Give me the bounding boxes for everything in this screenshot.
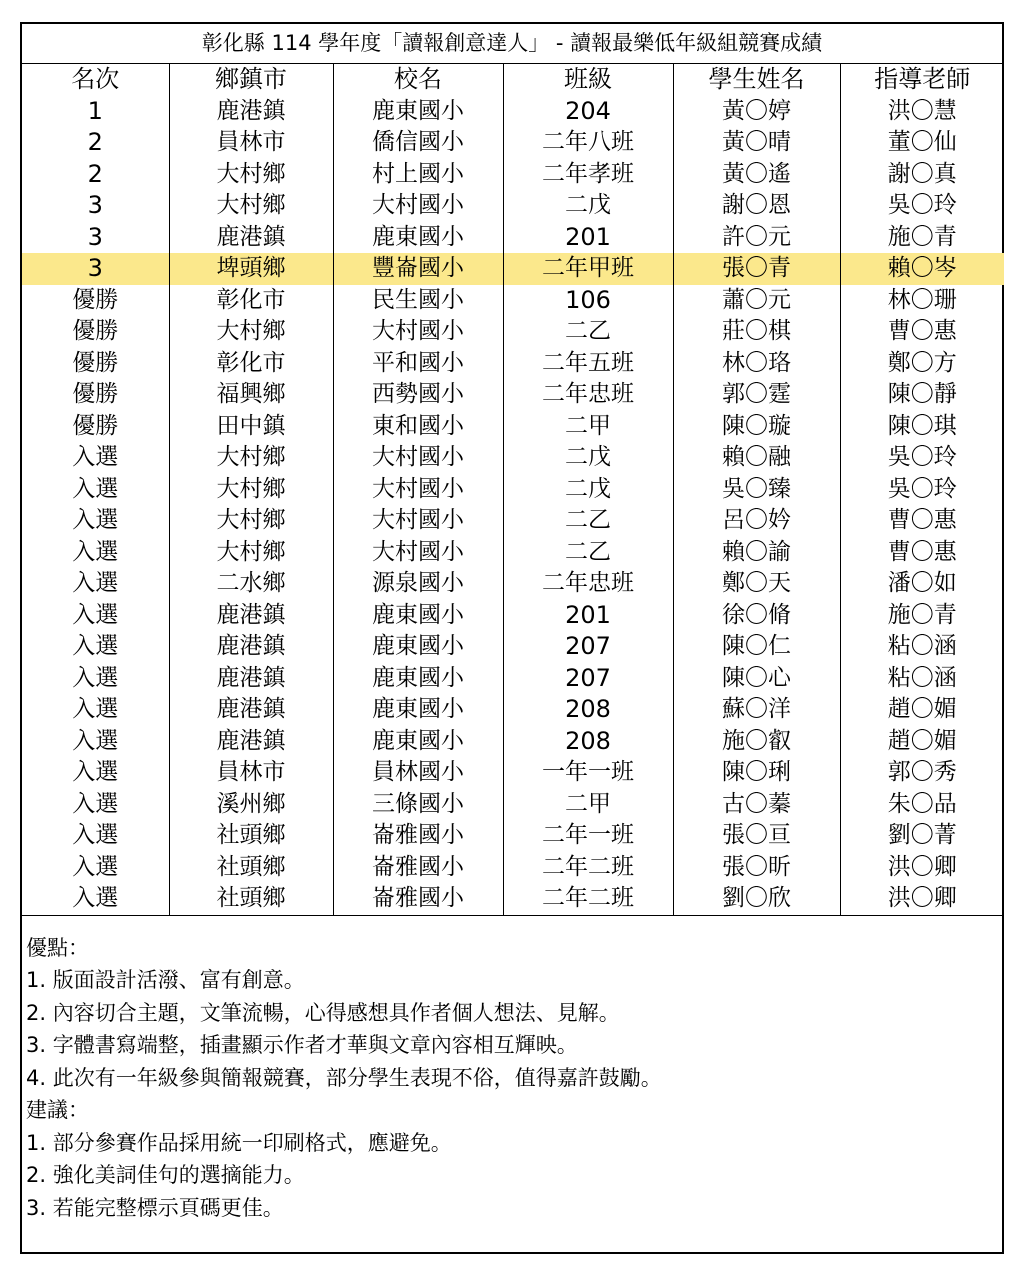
column-header-school: 校名 (333, 64, 503, 96)
cell-student-name: 張〇昕 (673, 852, 840, 884)
cell-school: 大村國小 (333, 316, 503, 348)
cell-teacher: 施〇青 (887, 223, 957, 250)
cell-teacher: 賴〇岑 (840, 253, 1004, 285)
cell-teacher: 洪〇卿 (887, 885, 957, 912)
cell-rank: 入選 (22, 474, 169, 506)
table-row (22, 600, 1004, 632)
cell-rank: 入選 (22, 726, 169, 758)
cell-class: 207 (503, 663, 673, 695)
note-line: 2. 內容切合主題，文筆流暢，心得感想具作者個人想法、見解。 (26, 1000, 620, 1025)
cell-student-name: 黃〇遙 (673, 159, 840, 191)
cell-township: 鹿港鎮 (169, 694, 333, 726)
cell-township: 彰化市 (169, 348, 333, 380)
cell-rank: 優勝 (22, 316, 169, 348)
cell-teacher: 趙〇媚 (887, 696, 957, 723)
cell-class: 204 (503, 96, 673, 128)
table-row (22, 442, 1004, 474)
cell-township: 大村鄉 (169, 190, 333, 222)
cell-student-name: 劉〇欣 (673, 883, 840, 915)
cell-township: 社頭鄉 (169, 820, 333, 852)
table-row (22, 789, 1004, 821)
table-row (22, 222, 1004, 254)
notes-section (22, 916, 1002, 1225)
cell-township: 社頭鄉 (169, 883, 333, 915)
cell-student-name: 徐〇脩 (673, 600, 840, 632)
note-line: 建議： (26, 1098, 89, 1122)
results-sheet (20, 22, 1004, 1254)
cell-student-name: 郭〇霆 (673, 379, 840, 411)
note-line: 優點： (26, 935, 89, 960)
cell-rank: 2 (22, 127, 169, 159)
results-table (22, 64, 1004, 915)
cell-class: 二年忠班 (503, 379, 673, 411)
note-line: 4. 此次有一年級參與簡報競賽，部分學生表現不俗，值得嘉許鼓勵。 (26, 1065, 662, 1090)
cell-student-name: 陳〇璇 (673, 411, 840, 443)
cell-class: 二年一班 (503, 820, 673, 852)
cell-class: 二年二班 (503, 883, 673, 915)
cell-township: 鹿港鎮 (169, 96, 333, 128)
cell-township: 溪州鄉 (169, 789, 333, 821)
table-header-row (22, 64, 1004, 96)
table-row (22, 820, 1004, 852)
table-row (22, 285, 1004, 317)
column-header-rank: 名次 (22, 64, 169, 96)
cell-student-name: 吳〇臻 (673, 474, 840, 506)
cell-school: 西勢國小 (333, 379, 503, 411)
cell-rank: 入選 (22, 600, 169, 632)
cell-rank: 入選 (22, 537, 169, 569)
cell-rank: 入選 (22, 442, 169, 474)
cell-township: 大村鄉 (169, 159, 333, 191)
cell-rank: 優勝 (22, 379, 169, 411)
cell-class: 二年五班 (503, 348, 673, 380)
cell-school: 大村國小 (333, 505, 503, 537)
cell-class: 二年孝班 (503, 159, 673, 191)
cell-class: 二年甲班 (503, 253, 673, 285)
cell-school: 村上國小 (333, 159, 503, 191)
cell-student-name: 鄭〇天 (673, 568, 840, 600)
cell-class: 106 (503, 285, 673, 317)
column-header-township: 鄉鎮市 (169, 64, 333, 96)
cell-class: 二乙 (503, 316, 673, 348)
cell-class: 208 (503, 694, 673, 726)
cell-teacher: 陳〇琪 (887, 412, 957, 439)
cell-student-name: 陳〇仁 (673, 631, 840, 663)
cell-township: 二水鄉 (169, 568, 333, 600)
table-body (22, 96, 1004, 915)
cell-teacher: 曹〇惠 (887, 318, 957, 345)
cell-rank: 入選 (22, 694, 169, 726)
cell-rank: 優勝 (22, 285, 169, 317)
cell-township: 田中鎮 (169, 411, 333, 443)
table-row (22, 852, 1004, 884)
cell-township: 大村鄉 (169, 537, 333, 569)
cell-class: 二乙 (503, 505, 673, 537)
cell-school: 東和國小 (333, 411, 503, 443)
cell-school: 崙雅國小 (333, 883, 503, 915)
cell-school: 崙雅國小 (333, 852, 503, 884)
cell-school: 大村國小 (333, 190, 503, 222)
cell-teacher: 謝〇真 (887, 160, 957, 187)
table-row (22, 726, 1004, 758)
cell-class: 二年二班 (503, 852, 673, 884)
cell-school: 平和國小 (333, 348, 503, 380)
cell-township: 彰化市 (169, 285, 333, 317)
cell-school: 民生國小 (333, 285, 503, 317)
cell-school: 鹿東國小 (333, 631, 503, 663)
note-line: 3. 字體書寫端整，插畫顯示作者才華與文章內容相互輝映。 (26, 1033, 578, 1057)
cell-school: 僑信國小 (333, 127, 503, 159)
cell-teacher: 潘〇如 (887, 570, 957, 597)
cell-rank: 入選 (22, 505, 169, 537)
cell-student-name: 張〇青 (673, 253, 840, 285)
cell-rank: 1 (22, 96, 169, 128)
cell-class: 208 (503, 726, 673, 758)
cell-teacher: 曹〇惠 (887, 538, 957, 565)
cell-school: 鹿東國小 (333, 222, 503, 254)
cell-rank: 3 (22, 222, 169, 254)
cell-township: 社頭鄉 (169, 852, 333, 884)
table-row (22, 537, 1004, 569)
column-header-teacher: 指導老師 (874, 65, 971, 94)
cell-student-name: 施〇叡 (673, 726, 840, 758)
cell-student-name: 古〇蓁 (673, 789, 840, 821)
cell-rank: 入選 (22, 852, 169, 884)
cell-school: 崙雅國小 (333, 820, 503, 852)
table-row (22, 159, 1004, 191)
cell-rank: 入選 (22, 568, 169, 600)
cell-rank: 3 (22, 253, 169, 285)
table-row (22, 316, 1004, 348)
note-line: 2. 強化美詞佳句的選摘能力。 (26, 1163, 305, 1187)
cell-student-name: 黃〇晴 (673, 127, 840, 159)
cell-teacher: 洪〇卿 (887, 853, 957, 880)
cell-school: 鹿東國小 (333, 663, 503, 695)
table-row (22, 127, 1004, 159)
cell-township: 大村鄉 (169, 505, 333, 537)
cell-teacher: 吳〇玲 (887, 444, 957, 471)
cell-school: 大村國小 (333, 442, 503, 474)
cell-school: 員林國小 (333, 757, 503, 789)
cell-student-name: 陳〇琍 (673, 757, 840, 789)
table-row (22, 348, 1004, 380)
cell-class: 207 (503, 631, 673, 663)
cell-teacher: 吳〇玲 (887, 475, 957, 502)
note-line: 3. 若能完整標示頁碼更佳。 (26, 1195, 284, 1220)
cell-school: 豐崙國小 (333, 253, 503, 285)
cell-teacher: 曹〇惠 (887, 507, 957, 534)
table-row (22, 568, 1004, 600)
cell-township: 鹿港鎮 (169, 663, 333, 695)
results-table-wrapper (22, 64, 1002, 916)
cell-township: 大村鄉 (169, 474, 333, 506)
cell-student-name: 林〇珞 (673, 348, 840, 380)
cell-teacher: 朱〇品 (887, 790, 957, 817)
note-line: 1. 版面設計活潑、富有創意。 (26, 968, 305, 992)
column-header-student-name: 學生姓名 (673, 64, 840, 96)
cell-township: 鹿港鎮 (169, 631, 333, 663)
table-row (22, 694, 1004, 726)
table-row (22, 253, 1004, 285)
cell-student-name: 張〇亘 (673, 820, 840, 852)
table-row (22, 379, 1004, 411)
cell-student-name: 陳〇心 (673, 663, 840, 695)
cell-teacher: 郭〇秀 (887, 759, 957, 786)
cell-teacher: 董〇仙 (887, 129, 957, 156)
cell-student-name: 蕭〇元 (673, 285, 840, 317)
column-header-class: 班級 (503, 64, 673, 96)
cell-student-name: 呂〇妗 (673, 505, 840, 537)
cell-school: 三條國小 (333, 789, 503, 821)
cell-rank: 入選 (22, 631, 169, 663)
cell-school: 鹿東國小 (333, 96, 503, 128)
cell-school: 鹿東國小 (333, 694, 503, 726)
cell-rank: 3 (22, 190, 169, 222)
cell-teacher: 陳〇靜 (887, 381, 957, 408)
cell-township: 埤頭鄉 (169, 253, 333, 285)
cell-class: 二年八班 (503, 127, 673, 159)
table-row (22, 883, 1004, 915)
cell-class: 二戊 (503, 442, 673, 474)
cell-teacher: 鄭〇方 (887, 349, 957, 376)
cell-township: 福興鄉 (169, 379, 333, 411)
cell-teacher: 施〇青 (887, 601, 957, 628)
cell-teacher: 洪〇慧 (887, 97, 957, 124)
cell-rank: 入選 (22, 820, 169, 852)
cell-student-name: 蘇〇洋 (673, 694, 840, 726)
cell-rank: 入選 (22, 663, 169, 695)
cell-rank: 2 (22, 159, 169, 191)
table-row (22, 631, 1004, 663)
cell-township: 大村鄉 (169, 442, 333, 474)
table-row (22, 663, 1004, 695)
cell-teacher: 林〇珊 (887, 286, 957, 313)
page-title: 彰化縣 114 學年度「讀報創意達人」 - 讀報最樂低年級組競賽成績 (22, 24, 1002, 64)
cell-rank: 優勝 (22, 411, 169, 443)
cell-teacher: 趙〇媚 (887, 727, 957, 754)
cell-student-name: 賴〇融 (673, 442, 840, 474)
cell-class: 二年忠班 (503, 568, 673, 600)
cell-township: 大村鄉 (169, 316, 333, 348)
cell-township: 鹿港鎮 (169, 600, 333, 632)
cell-township: 鹿港鎮 (169, 726, 333, 758)
table-row (22, 190, 1004, 222)
cell-rank: 入選 (22, 757, 169, 789)
cell-class: 二乙 (503, 537, 673, 569)
cell-student-name: 黃〇婷 (673, 96, 840, 128)
cell-rank: 優勝 (22, 348, 169, 380)
cell-class: 二甲 (503, 789, 673, 821)
cell-student-name: 許〇元 (673, 222, 840, 254)
cell-school: 大村國小 (333, 537, 503, 569)
cell-school: 鹿東國小 (333, 600, 503, 632)
cell-class: 201 (503, 222, 673, 254)
cell-class: 201 (503, 600, 673, 632)
cell-teacher: 劉〇菁 (887, 822, 957, 849)
table-row (22, 505, 1004, 537)
table-row (22, 474, 1004, 506)
table-row (22, 96, 1004, 128)
cell-school: 鹿東國小 (333, 726, 503, 758)
cell-school: 源泉國小 (333, 568, 503, 600)
cell-township: 鹿港鎮 (169, 222, 333, 254)
cell-township: 員林市 (169, 757, 333, 789)
table-row (22, 757, 1004, 789)
cell-student-name: 謝〇恩 (673, 190, 840, 222)
cell-class: 二戊 (503, 474, 673, 506)
cell-rank: 入選 (22, 789, 169, 821)
cell-rank: 入選 (22, 883, 169, 915)
cell-township: 員林市 (169, 127, 333, 159)
cell-student-name: 賴〇諭 (673, 537, 840, 569)
cell-teacher: 吳〇玲 (887, 192, 957, 219)
cell-class: 二甲 (503, 411, 673, 443)
cell-teacher: 粘〇涵 (887, 664, 957, 691)
note-line: 1. 部分參賽作品採用統一印刷格式，應避免。 (26, 1130, 452, 1155)
cell-class: 二戊 (503, 190, 673, 222)
table-row (22, 411, 1004, 443)
cell-student-name: 莊〇棋 (673, 316, 840, 348)
cell-class: 一年一班 (503, 757, 673, 789)
cell-school: 大村國小 (333, 474, 503, 506)
cell-teacher: 粘〇涵 (887, 633, 957, 660)
